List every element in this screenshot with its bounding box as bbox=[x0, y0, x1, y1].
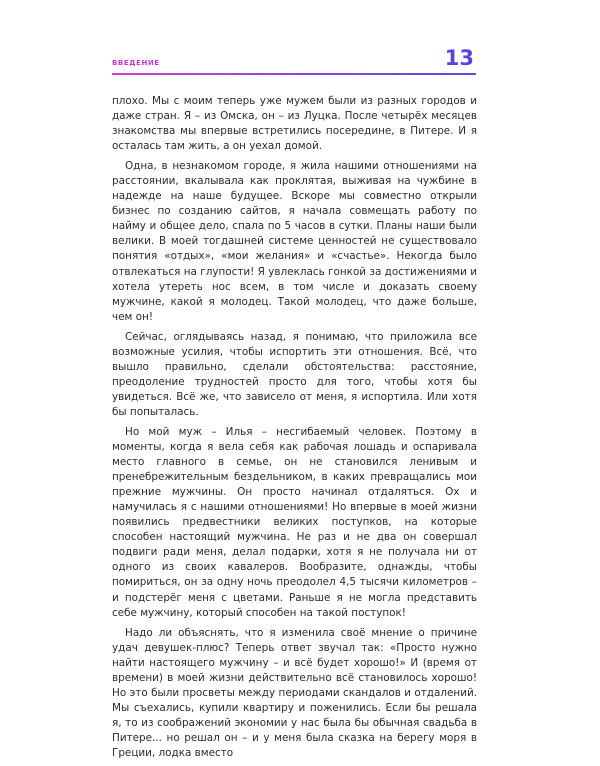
section-title: ВВЕДЕНИЕ bbox=[112, 59, 160, 67]
paragraph: Надо ли объяснять, что я изменила своё мнение о причине удач девушек-плюс? Теперь ответ звучал так: «Просто нужно найти настоящего мужчину – и всё будет хорошо!» И (время от времени) в моей жизни действительно всё становилось хорошо! Но это были просветы между периодами скандалов и отдалений. Мы съехались, купили квартиру и поженились. Если бы решала я, то из соображений экономии у нас была бы обычная свадьба в Питере... но решал он – и у меня была сказка на берегу моря в Греции, лодка вместо bbox=[112, 626, 477, 759]
body-text bbox=[112, 94, 477, 766]
page-header bbox=[112, 44, 476, 76]
page-number: 13 bbox=[444, 46, 474, 70]
header-divider bbox=[112, 73, 476, 75]
paragraph: Но мой муж – Илья – несгибаемый человек. Поэтому в моменты, когда я вела себя как рабочая лошадь и оспаривала место главного в семье, он не становился ленивым и пренебрежительным бездельником, в каких превращались мои прежние мужчины. Он просто начинал отдаляться. Ох и намучилась я с нашими отношениями! Но впервые в моей жизни появились предвестники великих поступков, на которые способен настоящий мужчина. Не раз и не два он совершал подвиги ради меня, делал подарки, хотя я не получала ни от одного из своих кавалеров. Вообразите, однажды, чтобы помириться, он за одну ночь преодолел 4,5 тысячи километров – и подстерёг меня с цветами. Раньше я не могла представить себе мужчину, который способен на такой поступок! bbox=[112, 425, 477, 619]
paragraph: плохо. Мы с моим теперь уже мужем были из разных городов и даже стран. Я – из Омска, он – из Луцка. После четырёх месяцев знакомства мы впервые встретились посередине, в Питере. И я осталась там жить, а он уехал домой. bbox=[112, 95, 477, 153]
paragraph: Сейчас, оглядываясь назад, я понимаю, что приложила все возможные усилия, чтобы испортить эти отношения. Всё, что вышло правильно, сделали обстоятельства: расстояние, преодоление трудностей просто для того, чтобы хотя бы увидеться. Всё же, что зависело от меня, я испортила. Или хотя бы попыталась. bbox=[112, 330, 477, 418]
paragraph: Одна, в незнакомом городе, я жила нашими отношениями на расстоянии, вкалывала как проклятая, выживая на чужбине в надежде на наше будущее. Вскоре мы совместно открыли бизнес по созданию сайтов, я начала совмещать работу по найму и общее дело, спала по 5 часов в сутки. Планы наши были велики. В моей тогдашней системе ценностей не существовало понятия «отдых», «мои желания» и «счастье». Некогда было отвлекаться на глупости! Я увлеклась гонкой за достижениями и хотела утереть нос всем, в том числе и доказать своему мужчине, какой я молодец. Такой молодец, что даже больше, чем он! bbox=[112, 160, 477, 323]
